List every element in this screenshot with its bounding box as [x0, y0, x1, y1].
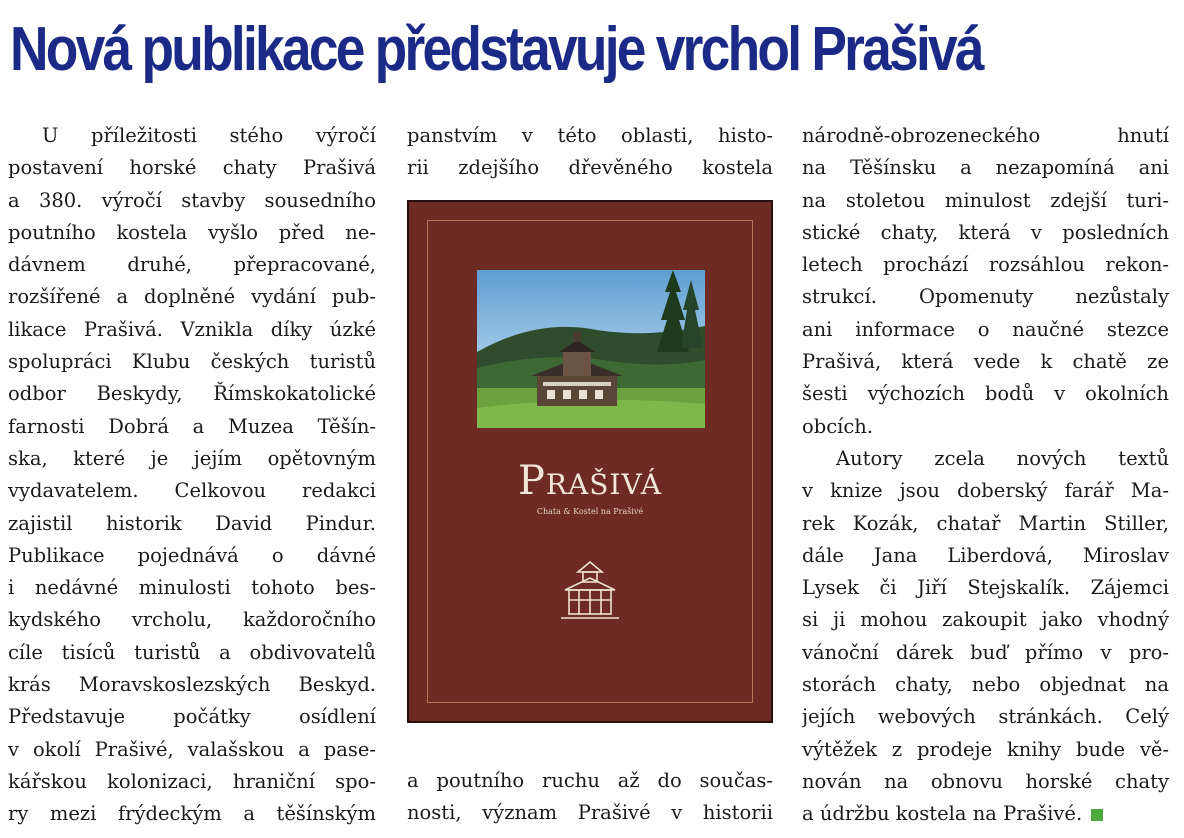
text-line: krás Moravskoslezských Beskyd. — [8, 673, 376, 697]
text-line: na stoletou minulost zdejší turi- — [802, 188, 1169, 212]
text-line: ska, které je jejím opětovným — [8, 446, 376, 470]
book-cover-image — [407, 200, 773, 723]
chalet-emblem-icon — [557, 560, 623, 622]
text-line: nosti, význam Prašivé v historii — [407, 801, 773, 825]
article-headline: Nová publikace představuje vrchol Prašivá — [10, 15, 982, 84]
text-line: národně-obrozeneckého hnutí — [802, 124, 1169, 147]
text-column-2-top — [407, 120, 773, 185]
text-line: si ji mohou zakoupit jako vhodný — [802, 608, 1169, 632]
text-line: strukcí. Opomenuty nezůstaly — [802, 285, 1169, 309]
end-of-article-mark-icon — [1091, 809, 1103, 821]
text-line: jejích webových stránkách. Celý — [802, 705, 1169, 729]
text-line: U příležitosti stého výročí — [42, 124, 376, 147]
text-line: cíle tisíců turistů a obdivovatelů — [8, 640, 376, 664]
book-title: Prašivá — [518, 458, 662, 504]
text-line: rek Kozák, chatař Martin Stiller, — [802, 511, 1169, 535]
text-line: a poutního ruchu až do součas- — [407, 769, 773, 792]
text-line: Autory zcela nových textů — [836, 446, 1169, 470]
text-column-3 — [802, 120, 1169, 831]
chalet-photo — [477, 270, 705, 428]
text-line: storách chaty, nebo objednat na — [802, 673, 1169, 697]
text-line: odbor Beskydy, Římskokatolické — [8, 382, 376, 406]
text-line: stické chaty, která v posledních — [802, 220, 1169, 244]
text-column-2-bottom — [407, 765, 773, 830]
text-line: na Těšínsku a nezapomíná ani — [802, 156, 1169, 180]
text-line: obcích. — [802, 414, 874, 438]
text-line: Publikace pojednává o dávné — [8, 543, 376, 567]
text-line: Prašivá, která vede k chatě ze — [802, 350, 1169, 374]
text-line: vydavatelem. Celkovou redakci — [8, 479, 376, 503]
text-line: i nedávné minulosti tohoto bes- — [8, 576, 376, 600]
text-line: šesti výchozích bodů v okolních — [802, 382, 1169, 406]
text-line: výtěžek z prodeje knihy bude vě- — [802, 737, 1169, 761]
text-line: kářskou kolonizaci, hraniční spo- — [8, 769, 376, 793]
text-line: likace Prašivá. Vznikla díky úzké — [8, 317, 376, 341]
text-line: postavení horské chaty Prašivá — [8, 156, 376, 180]
text-line: panstvím v této oblasti, histo- — [407, 124, 773, 147]
text-line: zajistil historik David Pindur. — [8, 511, 376, 535]
text-line: rozšířené a doplněné vydání pub- — [8, 285, 376, 309]
text-line: vánoční dárek buď přímo v pro- — [802, 640, 1169, 664]
text-line: v okolí Prašivé, valašskou a pase- — [8, 737, 376, 761]
text-line: dávnem druhé, přepracované, — [8, 253, 376, 277]
text-line: a údržbu kostela na Prašivé. — [802, 798, 1169, 830]
text-line: farnosti Dobrá a Muzea Těšín- — [8, 414, 376, 438]
text-line: Představuje počátky osídlení — [8, 705, 376, 729]
text-line: ani informace o naučné stezce — [802, 317, 1169, 341]
text-column-1 — [8, 120, 376, 831]
text-line: Lysek či Jiří Stejskalík. Zájemci — [802, 576, 1169, 600]
text-line: dále Jana Liberdová, Miroslav — [802, 543, 1169, 567]
text-line: ry mezi frýdeckým a těšínským — [8, 802, 376, 826]
text-line: poutního kostela vyšlo před ne- — [8, 220, 376, 244]
text-line: spolupráci Klubu českých turistů — [8, 350, 376, 374]
text-line: v knize jsou doberský farář Ma- — [802, 479, 1169, 503]
text-line: a 380. výročí stavby sousedního — [8, 188, 376, 212]
text-line: rii zdejšího dřevěného kostela — [407, 156, 773, 180]
text-line: letech prochází rozsáhlou rekon- — [802, 253, 1169, 277]
text-line: kydského vrcholu, každoročního — [8, 608, 376, 632]
book-subtitle: Chata & Kostel na Prašivé — [536, 507, 644, 516]
text-line: nován na obnovu horské chaty — [802, 769, 1169, 793]
